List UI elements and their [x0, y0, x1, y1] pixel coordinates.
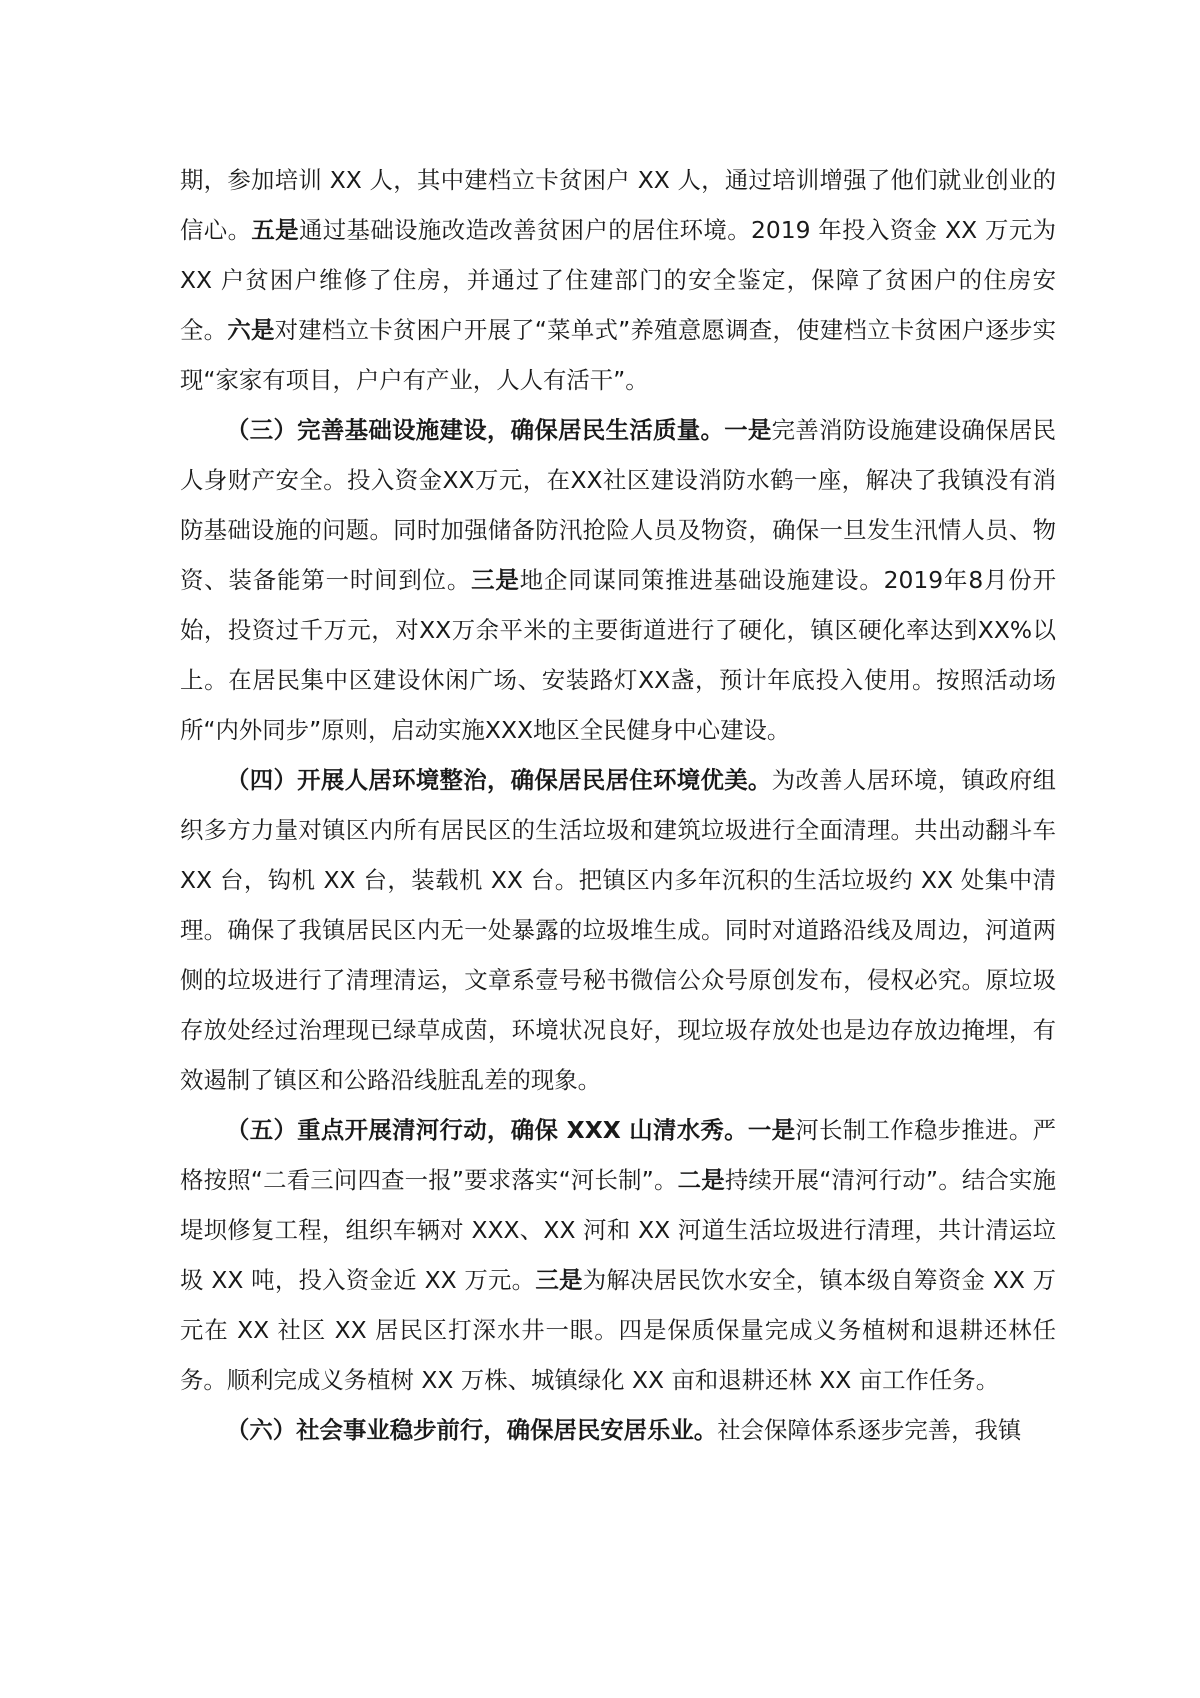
paragraph-section-3: [180, 405, 1056, 755]
paragraph-text: 期，参加培训 XX 人，其中建档立卡贫困户 XX 人，通过培训增强了他们就业创业的信心。: [180, 166, 1056, 244]
bold-lead-phrase: 五是: [251, 216, 299, 244]
paragraph-text: 社会保障体系逐步完善，我镇: [717, 1416, 1022, 1444]
paragraph-text: 为改善人居环境，镇政府组织多方力量对镇区内所有居民区的生活垃圾和建筑垃圾进行全面清理。共出动翻斗车 XX 台，钩机 XX 台，装载机 XX 台。把镇区内多年沉积的生活垃圾约 XX 处集中清理。确保了我镇居民区内无一处暴露的垃圾堆生成。同时对道路沿线及周边，河道两侧的垃圾进行了清理清运，文章系壹号秘书微信公众号原创发布，侵权必究。原垃圾存放处经过治理现已绿草成茵，环境状况良好，现垃圾存放处也是边存放边掩埋，有效遏制了镇区和公路沿线脏乱差的现象。: [180, 766, 1057, 1094]
paragraph-text: 通过基础设施改造改善贫困户的居住环境。2019 年投入资金 XX 万元为 XX 户贫困户维修了住房，并通过了住建部门的安全鉴定，保障了贫困户的住房安全。: [180, 216, 1057, 344]
bold-lead-phrase: 三是: [471, 566, 520, 594]
paragraph-text: 对建档立卡贫困户开展了“菜单式”养殖意愿调查，使建档立卡贫困户逐步实现“家家有项目，户户有产业，人人有活干”。: [180, 316, 1057, 394]
paragraph-section-4: [180, 755, 1056, 1105]
bold-lead-phrase: 三是: [535, 1266, 583, 1294]
paragraph-text: 持续开展“清河行动”。结合实施堤坝修复工程，组织车辆对 XXX、XX 河和 XX 河道生活垃圾进行清理，共计清运垃圾 XX 吨，投入资金近 XX 万元。: [180, 1166, 1056, 1294]
section-heading: （四）开展人居环境整治，确保居民居住环境优美。: [226, 766, 772, 794]
bold-lead-phrase: 六是: [227, 316, 275, 344]
section-heading: （五）重点开展清河行动，确保 XXX 山清水秀。一是: [226, 1116, 796, 1144]
bold-lead-phrase: 二是: [677, 1166, 725, 1194]
paragraph-text: 为解决居民饮水安全，镇本级自筹资金 XX 万元在 XX 社区 XX 居民区打深水井一眼。四是保质保量完成义务植树和退耕还林任务。顺利完成义务植树 XX 万株、城镇绿化 XX 亩和退耕还林 XX 亩工作任务。: [180, 1266, 1056, 1394]
paragraph-text: 地企同谋同策推进基础设施建设。2019年8月份开始，投资过千万元，对XX万余平米的主要街道进行了硬化，镇区硬化率达到XX%以上。在居民集中区建设休闲广场、安装路灯XX盏，预计年底投入使用。按照活动场所“内外同步”原则，启动实施XXX地区全民健身中心建设。: [180, 566, 1056, 744]
document-body: [180, 155, 1056, 1455]
paragraph-section-6: [180, 1405, 1056, 1455]
section-heading: （六）社会事业稳步前行，确保居民安居乐业。: [226, 1416, 718, 1444]
paragraph-section-5: [180, 1105, 1056, 1405]
paragraph-text: 河长制工作稳步推进。严格按照“二看三问四查一报”要求落实“河长制”。: [180, 1116, 1057, 1194]
section-heading: （三）完善基础设施建设，确保居民生活质量。一是: [226, 416, 772, 444]
paragraph-text: 完善消防设施建设确保居民人身财产安全。投入资金XX万元，在XX社区建设消防水鹤一座，解决了我镇没有消防基础设施的问题。同时加强储备防汛抢险人员及物资，确保一旦发生汛情人员、物资、装备能第一时间到位。: [180, 416, 1057, 594]
paragraph-1: [180, 155, 1056, 405]
